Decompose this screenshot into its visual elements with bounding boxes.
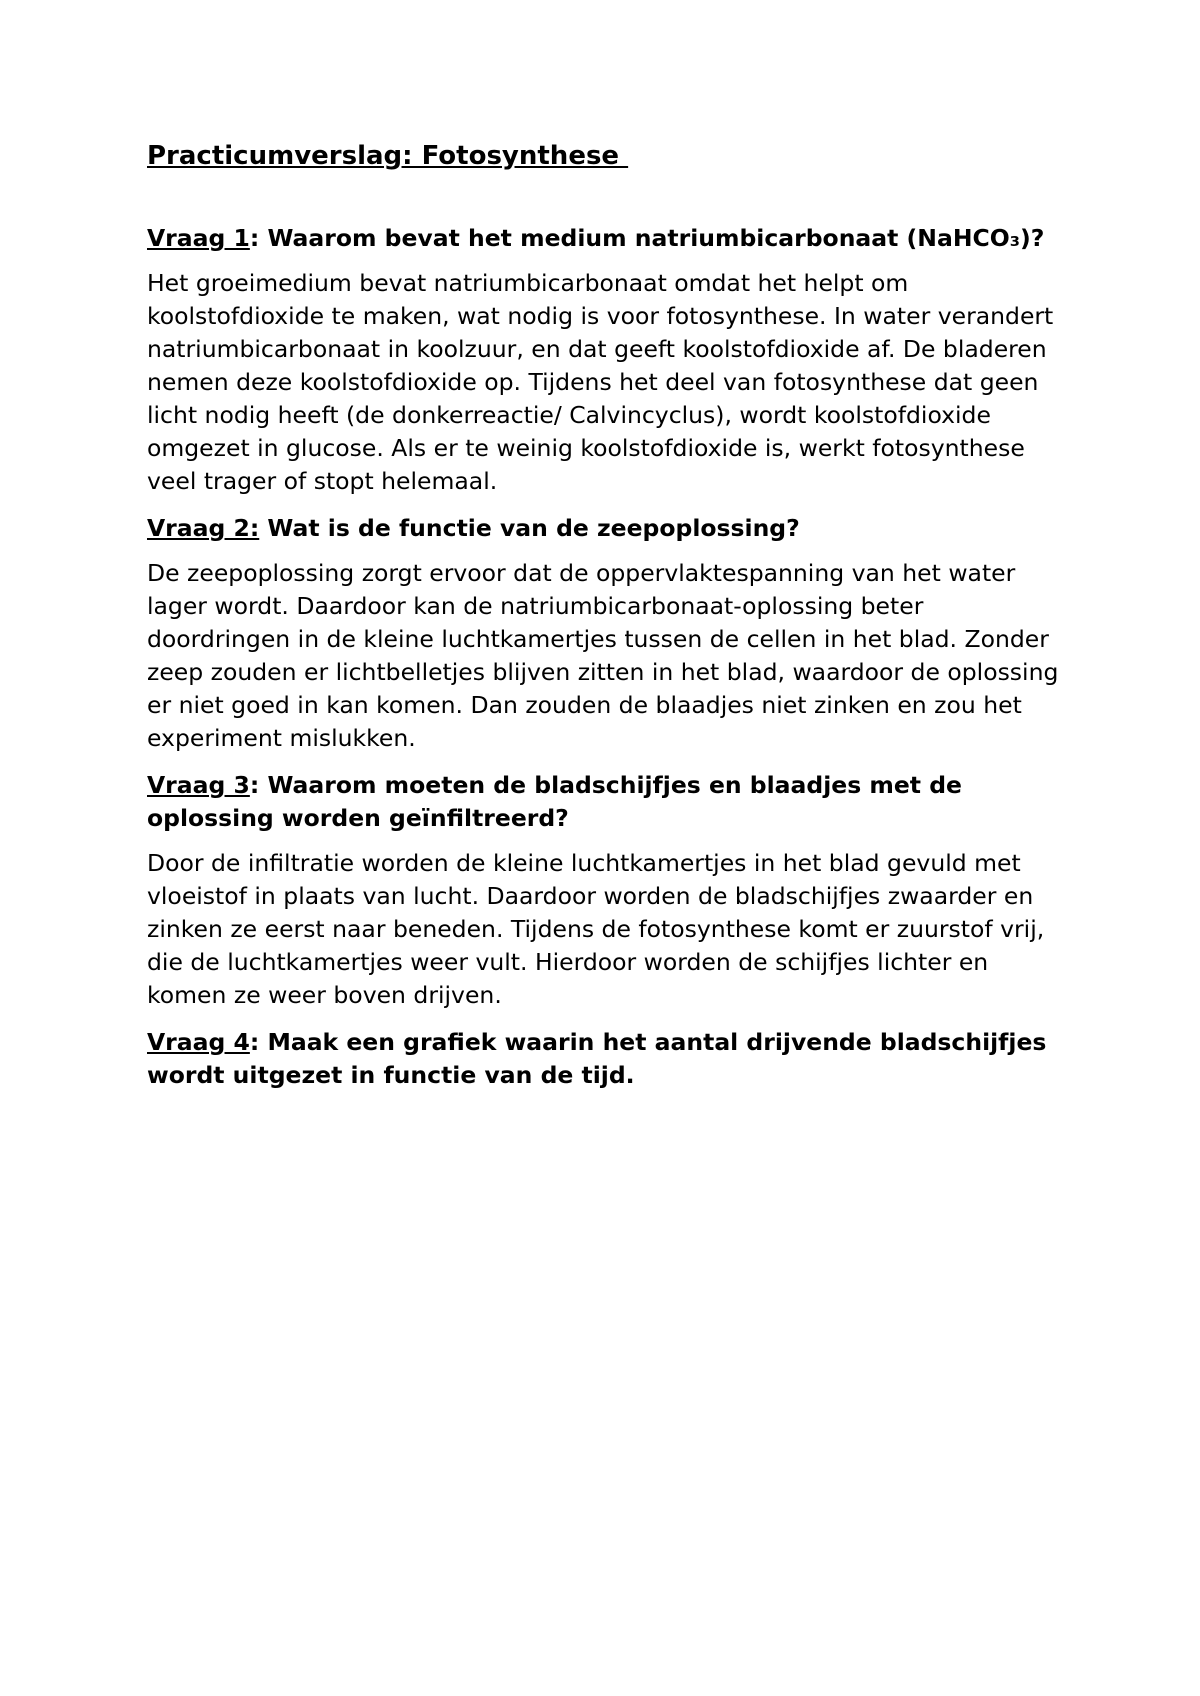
question-4-label-suffix: : xyxy=(249,1027,260,1056)
question-1-label: Vraag 1 xyxy=(147,223,250,252)
question-3 xyxy=(147,769,1067,835)
question-3-text: Waarom moeten de bladschijfjes en blaadjes met de oplossing worden geïnfiltreerd? xyxy=(147,770,962,832)
question-3-label: Vraag 3 xyxy=(147,770,250,799)
question-1-label-suffix: : xyxy=(249,223,260,252)
question-1-text: Waarom bevat het medium natriumbicarbonaat (NaHCO₃)? xyxy=(259,223,1045,252)
question-2 xyxy=(147,512,1067,545)
answer-3: Door de infiltratie worden de kleine luchtkamertjes in het blad gevuld met vloeistof in plaats van lucht. Daardoor worden de bladschijfjes zwaarder en zinken ze eerst naar beneden. Tijdens de fotosynthese komt er zuurstof vrij, die de luchtkamertjes weer vult. Hierdoor worden de schijfjes lichter en komen ze weer boven drijven. xyxy=(147,848,1045,1009)
question-4-label: Vraag 4 xyxy=(147,1027,250,1056)
question-4 xyxy=(147,1026,1067,1092)
page-title: Practicumverslag: Fotosynthese xyxy=(147,141,629,171)
question-2-label: Vraag 2: xyxy=(147,513,260,542)
question-4-text: Maak een grafiek waarin het aantal drijvende bladschijfjes wordt uitgezet in functie van de tijd. xyxy=(147,1027,1047,1089)
question-2-text: Wat is de functie van de zeepoplossing? xyxy=(259,513,800,542)
answer-1: Het groeimedium bevat natriumbicarbonaat omdat het helpt om koolstofdioxide te maken, wat nodig is voor fotosynthese. In water verandert natriumbicarbonaat in koolzuur, en dat geeft koolstofdioxide af. De bladeren nemen deze koolstofdioxide op. Tijdens het deel van fotosynthese dat geen licht nodig heeft (de donkerreactie/ Calvincyclus), wordt koolstofdioxide omgezet in glucose. Als er te weinig koolstofdioxide is, werkt fotosynthese veel trager of stopt helemaal. xyxy=(147,268,1054,495)
question-1 xyxy=(147,222,1067,255)
answer-2: De zeepoplossing zorgt ervoor dat de oppervlaktespanning van het water lager wordt. Daardoor kan de natriumbicarbonaat-oplossing beter doordringen in de kleine luchtkamertjes tussen de cellen in het blad. Zonder zeep zouden er lichtbelletjes blijven zitten in het blad, waardoor de oplossing er niet goed in kan komen. Dan zouden de blaadjes niet zinken en zou het experiment mislukken. xyxy=(147,558,1059,752)
document-page xyxy=(147,140,1067,1092)
question-3-label-suffix: : xyxy=(249,770,260,799)
